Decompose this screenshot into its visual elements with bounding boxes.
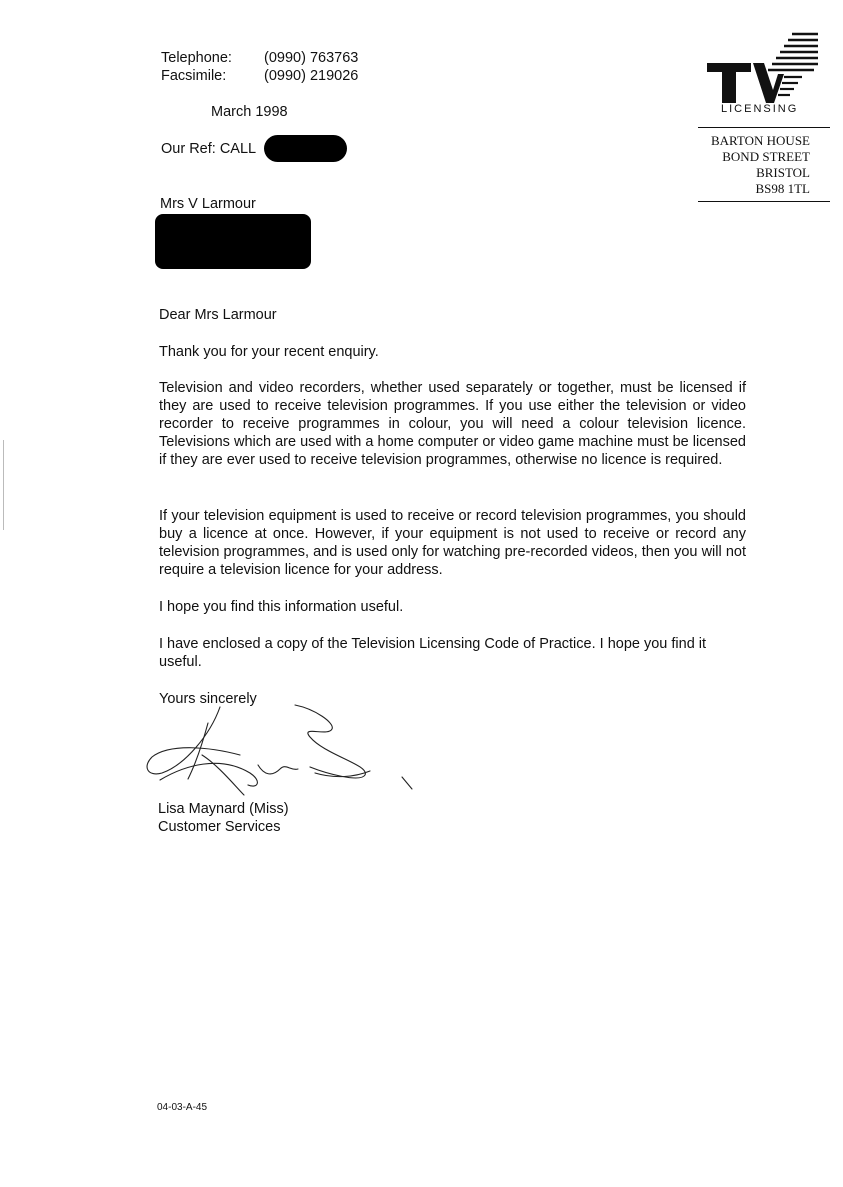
address-line: BS98 1TL: [755, 181, 810, 196]
signer-block: [158, 800, 289, 836]
paragraph: Television and video recorders, whether used separately or together, must be licensed if they are used to receive television programmes. If you use either the television or video recorder to receive programmes in colour, you will need a colour television licence. Televisions which are used with a home computer or video game machine must be licensed if they are ever used to receive television programmes, otherwise no licence is required.: [159, 380, 746, 468]
address-line: BRISTOL: [756, 165, 810, 180]
reference: [161, 141, 256, 157]
telephone-number: (0990) 763763: [264, 50, 359, 66]
scan-edge-mark: [3, 440, 4, 530]
contact-block: [161, 49, 358, 85]
paragraph: If your television equipment is used to receive or record television programmes, you should buy a licence at once. However, if your equipment is not used to receive or record any television programmes, and is used only for watching pre-recorded videos, then you will not require a television licence for your address.: [159, 508, 746, 578]
paragraph: I hope you find this information useful.: [159, 599, 404, 615]
reference-label: Our Ref:: [161, 141, 216, 157]
facsimile-label: Facsimile:: [161, 68, 227, 84]
closing: Yours sincerely: [159, 691, 257, 707]
paragraph: Thank you for your recent enquiry.: [159, 344, 379, 360]
logo-text: LICENSING: [721, 103, 799, 115]
salutation: Dear Mrs Larmour: [159, 307, 277, 323]
signature: [140, 695, 430, 805]
address-divider-top: [698, 127, 830, 128]
letter-date: March 1998: [211, 104, 288, 120]
reference-value: CALL: [219, 141, 257, 157]
signer-department: Customer Services: [158, 819, 281, 835]
paragraph: I have enclosed a copy of the Television Licensing Code of Practice. I hope you find it useful.: [159, 636, 707, 670]
signer-name: Lisa Maynard (Miss): [158, 801, 289, 817]
telephone-label: Telephone:: [161, 50, 232, 66]
address-divider-bottom: [698, 201, 830, 202]
redaction-block: [155, 214, 311, 269]
facsimile-number: (0990) 219026: [264, 68, 359, 84]
sender-address: [698, 133, 810, 197]
address-line: BOND STREET: [722, 149, 810, 164]
document-code: 04-03-A-45: [157, 1102, 208, 1113]
recipient-name: Mrs V Larmour: [160, 196, 256, 212]
redaction-bar: [264, 135, 347, 162]
address-line: BARTON HOUSE: [710, 133, 810, 148]
